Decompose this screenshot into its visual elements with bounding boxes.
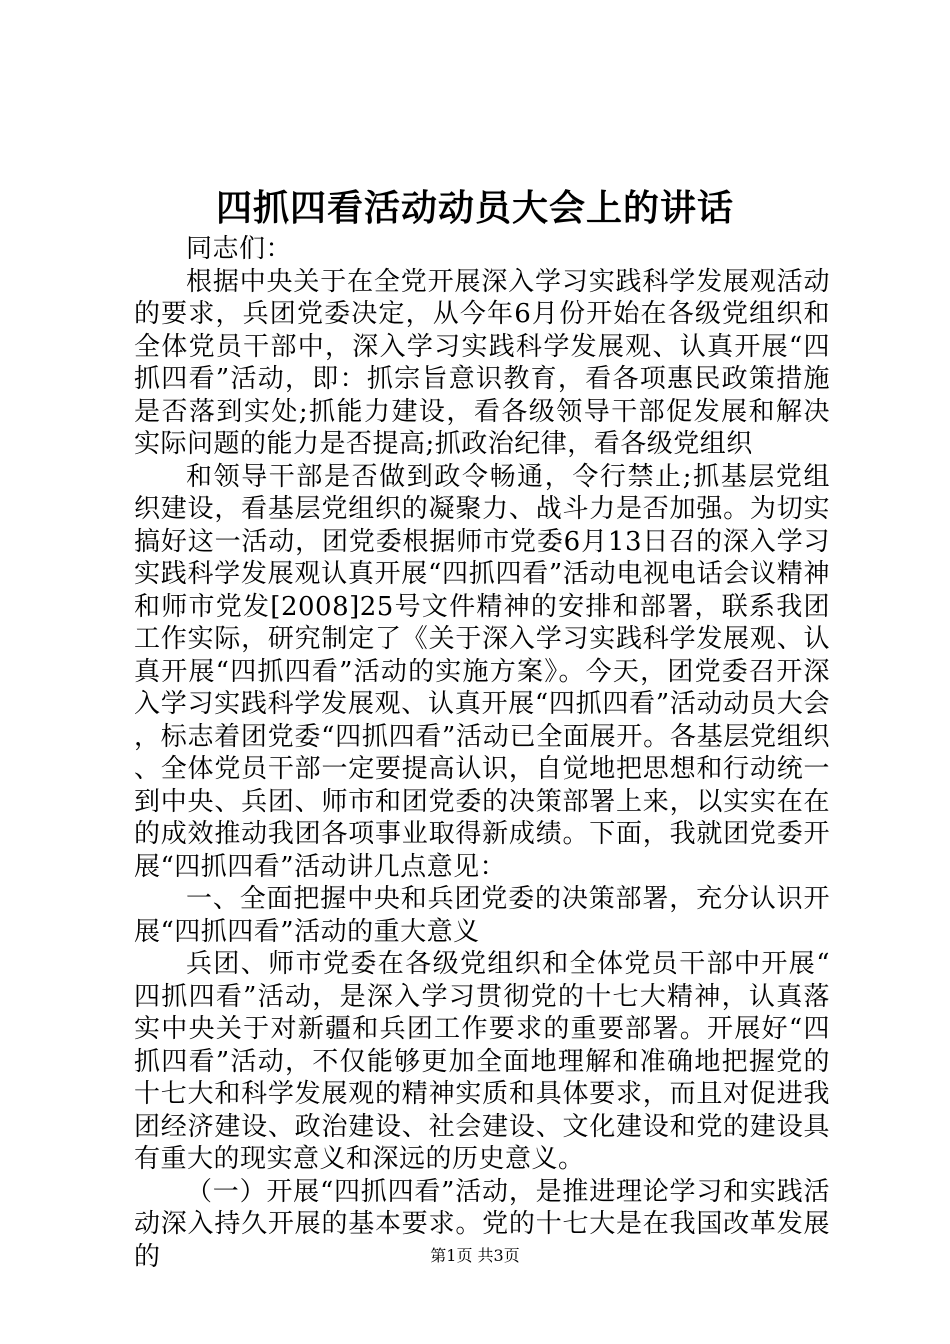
paragraph-3: 兵团、师市党委在各级党组织和全体党员干部中开展“四抓四看”活动，是深入学习贯彻党的十七大精神，认真落实中央关于对新疆和兵团工作要求的重要部署。开展好“四抓四看”活动，不仅能够更加全面地理解和准确地把握党的十七大和科学发展观的精神实质和具体要求，而且对促进我团经济建设、政治建设、社会建设、文化建设和党的建设具有重大的现实意义和深远的历史意义。	[134, 949, 830, 1174]
document-body	[134, 233, 830, 1273]
subsection-heading-1: （一）开展“四抓四看”活动，是推进理论学习和实践活动深入持久开展的基本要求。党的十七大是在我国改革发展的	[134, 1176, 830, 1272]
paragraph-2: 和领导干部是否做到政令畅通，令行禁止;抓基层党组织建设，看基层党组织的凝聚力、战斗力是否加强。为切实搞好这一活动，团党委根据师市党委6月13日召的深入学习实践科学发展观认真开展“四抓四看”活动电视电话会议精神和师市党发[2008]25号文件精神的安排和部署，联系我团工作实际，研究制定了《关于深入学习实践科学发展观、认真开展“四抓四看”活动的实施方案》。今天，团党委召开深入学习实践科学发展观、认真开展“四抓四看”活动动员大会，标志着团党委“四抓四看”活动已全面展开。各基层党组织、全体党员干部一定要提高认识，自觉地把思想和行动统一到中央、兵团、师市和团党委的决策部署上来，以实实在在的成效推动我团各项事业取得新成绩。下面，我就团党委开展“四抓四看”活动讲几点意见：	[134, 461, 830, 882]
document-title: 四抓四看活动动员大会上的讲话	[215, 187, 734, 229]
paragraph-1: 根据中央关于在全党开展深入学习实践科学发展观活动的要求，兵团党委决定，从今年6月份开始在各级党组织和全体党员干部中，深入学习实践科学发展观、认真开展“四抓四看”活动，即：抓宗旨意识教育，看各项惠民政策措施是否落到实处;抓能力建设，看各级领导干部促发展和解决实际问题的能力是否提高;抓政治纪律，看各级党组织	[134, 266, 830, 459]
greeting: 同志们：	[186, 234, 293, 264]
page-footer: 第1页 共3页	[430, 1246, 520, 1265]
section-heading-1: 一、全面把握中央和兵团党委的决策部署，充分认识开展“四抓四看”活动的重大意义	[134, 884, 830, 947]
